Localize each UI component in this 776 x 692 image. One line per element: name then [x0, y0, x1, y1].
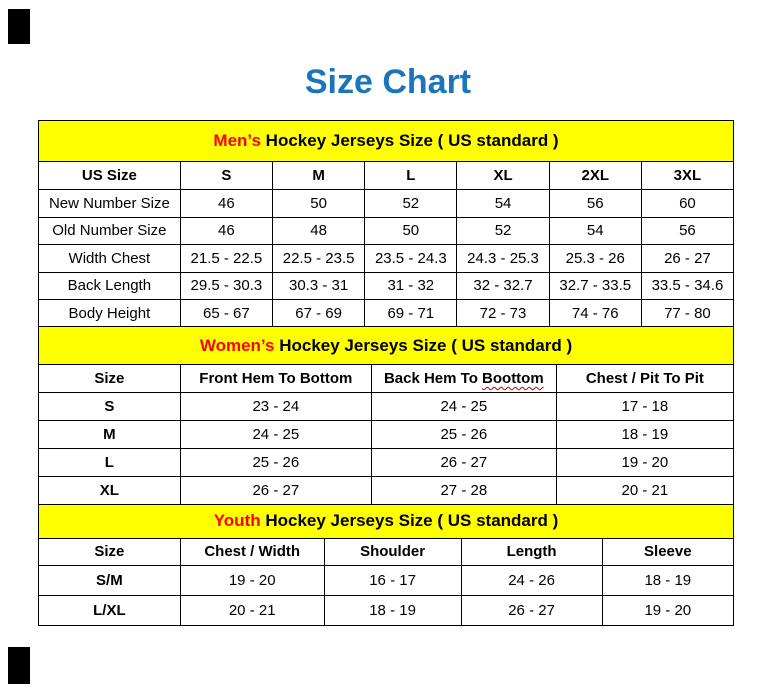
youth-banner-highlight: Youth	[213, 511, 261, 530]
cell-value: 69 - 71	[365, 300, 457, 328]
column-header: 2XL	[549, 162, 641, 190]
cell-value: 32 - 32.7	[457, 272, 549, 300]
cell-value: 24 - 25	[180, 421, 371, 449]
column-header: Chest / Pit To Pit	[556, 365, 733, 393]
cell-value: 17 - 18	[556, 393, 733, 421]
cell-value: 52	[457, 217, 549, 245]
cell-value: 67 - 69	[272, 300, 364, 328]
row-label: New Number Size	[39, 190, 181, 218]
womens-size-table	[38, 326, 734, 505]
cell-value: 54	[549, 217, 641, 245]
spellcheck-underline-word: Boottom	[482, 370, 544, 387]
womens-banner-text: Hockey Jerseys Size ( US standard )	[274, 335, 573, 355]
cell-value: 21.5 - 22.5	[180, 245, 272, 273]
cell-value: 26 - 27	[641, 245, 733, 273]
cell-value: 31 - 32	[365, 272, 457, 300]
cell-value: 18 - 19	[556, 421, 733, 449]
youth-banner-cell	[39, 504, 734, 538]
cell-value: 25.3 - 26	[549, 245, 641, 273]
column-header: Sleeve	[602, 538, 733, 565]
cell-value: 56	[641, 217, 733, 245]
cell-value: 54	[457, 190, 549, 218]
column-header: XL	[457, 162, 549, 190]
cell-value: 77 - 80	[641, 300, 733, 328]
table-row	[39, 595, 734, 625]
row-label: M	[39, 421, 181, 449]
table-row	[39, 300, 734, 328]
cell-value: 46	[180, 190, 272, 218]
cell-value: 27 - 28	[371, 477, 556, 505]
column-header: S	[180, 162, 272, 190]
column-header: Shoulder	[324, 538, 461, 565]
cell-value: 52	[365, 190, 457, 218]
page-title: Size Chart	[304, 63, 472, 101]
row-label: Back Length	[39, 272, 181, 300]
mens-banner-highlight: Men’s	[213, 131, 261, 150]
column-header: L	[365, 162, 457, 190]
row-label: Old Number Size	[39, 217, 181, 245]
cell-value: 19 - 20	[556, 449, 733, 477]
womens-header-row	[39, 365, 734, 393]
womens-banner-highlight: Women’s	[199, 335, 275, 355]
cell-value: 24 - 26	[461, 565, 602, 595]
size-chart	[38, 120, 734, 626]
table-row	[39, 393, 734, 421]
cell-value: 18 - 19	[324, 595, 461, 625]
table-row	[39, 477, 734, 505]
cell-value: 50	[272, 190, 364, 218]
mens-banner-cell	[39, 121, 734, 162]
row-label: S	[39, 393, 181, 421]
youth-banner-text: Hockey Jerseys Size ( US standard )	[260, 511, 559, 530]
column-header: Front Hem To Bottom	[180, 365, 371, 393]
cell-value: 46	[180, 217, 272, 245]
cell-value: 26 - 27	[371, 449, 556, 477]
row-label: L	[39, 449, 181, 477]
cell-value: 23 - 24	[180, 393, 371, 421]
cell-value: 24 - 25	[371, 393, 556, 421]
cell-value: 60	[641, 190, 733, 218]
womens-section-banner	[39, 327, 734, 365]
cell-value: 65 - 67	[180, 300, 272, 328]
table-row	[39, 565, 734, 595]
table-row	[39, 245, 734, 273]
column-header: Size	[39, 538, 181, 565]
cell-value: 33.5 - 34.6	[641, 272, 733, 300]
back-hem-prefix: Back Hem To	[383, 370, 483, 387]
row-label: S/M	[39, 565, 181, 595]
youth-section-banner	[39, 504, 734, 538]
cell-value: 56	[549, 190, 641, 218]
column-header: Length	[461, 538, 602, 565]
womens-banner-cell	[39, 327, 734, 365]
column-header-misspelled	[371, 365, 556, 393]
scan-mark-bottom	[8, 647, 30, 684]
cell-value: 19 - 20	[180, 565, 324, 595]
cell-value: 74 - 76	[549, 300, 641, 328]
column-header: US Size	[39, 162, 181, 190]
cell-value: 16 - 17	[324, 565, 461, 595]
cell-value: 18 - 19	[602, 565, 733, 595]
mens-header-row	[39, 162, 734, 190]
youth-header-row	[39, 538, 734, 565]
cell-value: 72 - 73	[457, 300, 549, 328]
scan-mark-top	[8, 9, 30, 44]
cell-value: 26 - 27	[180, 477, 371, 505]
row-label: L/XL	[39, 595, 181, 625]
column-header: M	[272, 162, 364, 190]
column-header: Size	[39, 365, 181, 393]
table-row	[39, 421, 734, 449]
row-label: Width Chest	[39, 245, 181, 273]
column-header: Chest / Width	[180, 538, 324, 565]
column-header: 3XL	[641, 162, 733, 190]
mens-banner-text: Hockey Jerseys Size ( US standard )	[260, 131, 559, 150]
cell-value: 25 - 26	[371, 421, 556, 449]
cell-value: 25 - 26	[180, 449, 371, 477]
cell-value: 32.7 - 33.5	[549, 272, 641, 300]
cell-value: 19 - 20	[602, 595, 733, 625]
mens-section-banner	[39, 121, 734, 162]
cell-value: 26 - 27	[461, 595, 602, 625]
cell-value: 48	[272, 217, 364, 245]
table-row	[39, 217, 734, 245]
cell-value: 23.5 - 24.3	[365, 245, 457, 273]
cell-value: 22.5 - 23.5	[272, 245, 364, 273]
youth-size-table	[38, 504, 734, 626]
cell-value: 20 - 21	[180, 595, 324, 625]
mens-size-table	[38, 120, 734, 328]
cell-value: 29.5 - 30.3	[180, 272, 272, 300]
table-row	[39, 272, 734, 300]
cell-value: 20 - 21	[556, 477, 733, 505]
table-row	[39, 449, 734, 477]
cell-value: 30.3 - 31	[272, 272, 364, 300]
cell-value: 50	[365, 217, 457, 245]
row-label: XL	[39, 477, 181, 505]
row-label: Body Height	[39, 300, 181, 328]
table-row	[39, 190, 734, 218]
cell-value: 24.3 - 25.3	[457, 245, 549, 273]
